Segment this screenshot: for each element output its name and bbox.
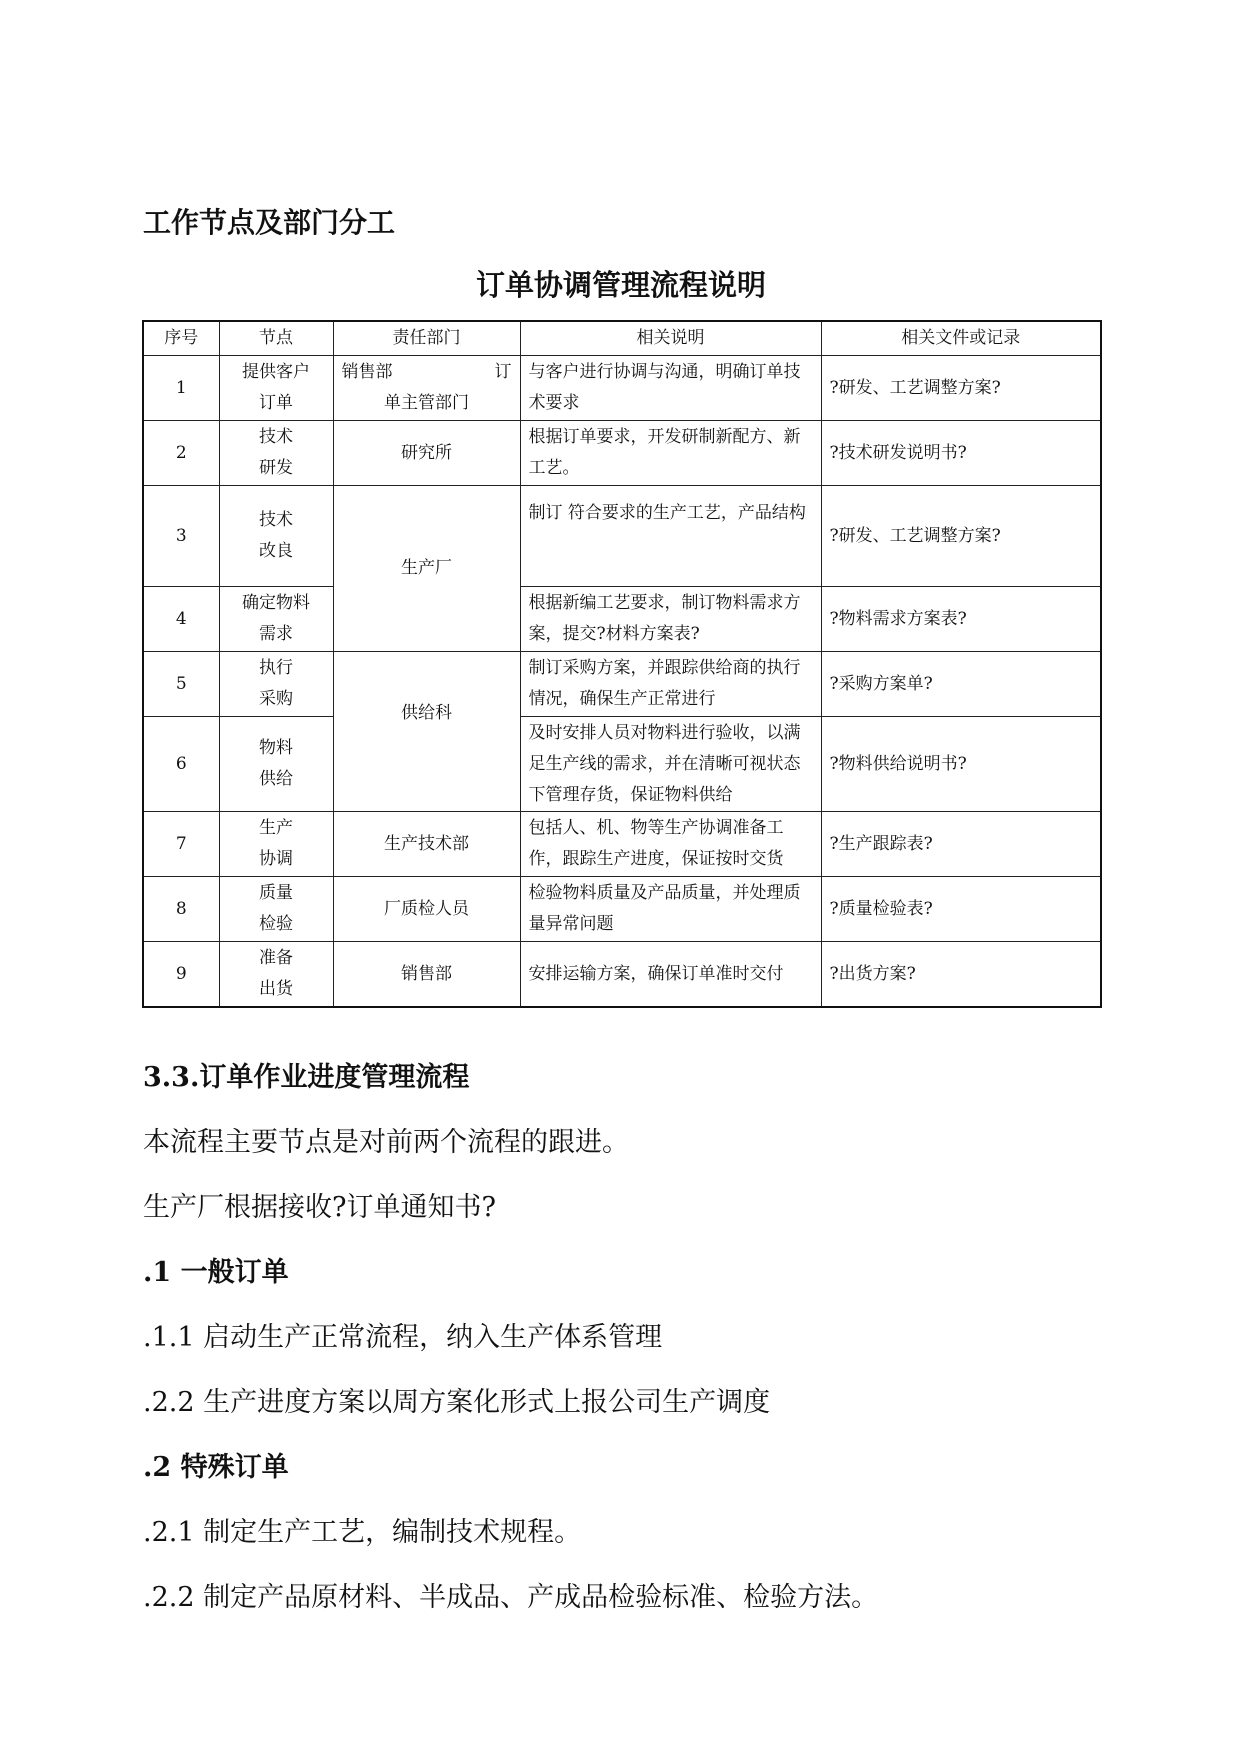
node-cell xyxy=(219,942,333,1008)
row-number: 4 xyxy=(143,587,219,652)
subsection-heading: .1 一般订单 xyxy=(143,1257,289,1288)
row-number: 5 xyxy=(143,652,219,717)
table-row xyxy=(143,877,1101,942)
node-cell xyxy=(219,812,333,877)
list-item: .2.1 制定生产工艺，编制技术规程。 xyxy=(143,1517,582,1548)
desc-cell: 检验物料质量及产品质量，并处理质量异常问题 xyxy=(520,877,821,942)
node-line: 质量 xyxy=(259,883,293,903)
node-line: 准备 xyxy=(259,948,293,968)
node-line: 技术 xyxy=(259,427,293,447)
process-table xyxy=(142,320,1102,1008)
list-item: .1.1 启动生产正常流程，纳入生产体系管理 xyxy=(143,1322,663,1353)
list-item: .2.2 生产进度方案以周方案化形式上报公司生产调度 xyxy=(143,1387,771,1418)
node-line: 提供客户 xyxy=(242,362,310,382)
node-line: 出货 xyxy=(259,979,293,999)
row-number: 8 xyxy=(143,877,219,942)
node-cell xyxy=(219,587,333,652)
dept-cell: 销售部 xyxy=(333,942,520,1008)
node-line: 物料 xyxy=(259,738,293,758)
node-cell xyxy=(219,652,333,717)
node-line: 供给 xyxy=(259,769,293,789)
node-line: 技术 xyxy=(259,510,293,530)
table-row xyxy=(143,717,1101,812)
table-row xyxy=(143,421,1101,486)
dept-line: 销售部 xyxy=(341,362,393,382)
doc-cell: ?物料需求方案表? xyxy=(821,587,1101,652)
desc-cell: 及时安排人员对物料进行验收，以满足生产线的需求，并在清晰可视状态下管理存货，保证物料供给 xyxy=(520,717,821,812)
desc-cell: 根据订单要求，开发研制新配方、新工艺。 xyxy=(520,421,821,486)
dept-cell: 生产技术部 xyxy=(333,812,520,877)
table-header-row xyxy=(143,321,1101,356)
doc-cell: ?物料供给说明书? xyxy=(821,717,1101,812)
node-line: 订单 xyxy=(259,393,293,413)
list-item: .2.2 制定产品原材料、半成品、产成品检验标准、检验方法。 xyxy=(143,1582,879,1613)
header-cell: 序号 xyxy=(143,321,219,356)
header-cell: 节点 xyxy=(219,321,333,356)
node-cell xyxy=(219,877,333,942)
section-title: 工作节点及部门分工 xyxy=(143,206,396,239)
doc-cell: ?生产跟踪表? xyxy=(821,812,1101,877)
dept-line: 单主管部门 xyxy=(384,393,469,413)
table-row xyxy=(143,587,1101,652)
node-line: 协调 xyxy=(259,849,293,869)
table-row xyxy=(143,812,1101,877)
doc-cell: ?出货方案? xyxy=(821,942,1101,1008)
node-line: 改良 xyxy=(259,541,293,561)
desc-cell: 根据新编工艺要求，制订物料需求方案，提交?材料方案表? xyxy=(520,587,821,652)
row-number: 1 xyxy=(143,356,219,421)
subsection-heading: .2 特殊订单 xyxy=(143,1452,289,1483)
dept-cell: 生产厂 xyxy=(333,486,520,652)
table-row xyxy=(143,356,1101,421)
header-cell: 责任部门 xyxy=(333,321,520,356)
node-line: 确定物料 xyxy=(242,593,310,613)
doc-cell: ?质量检验表? xyxy=(821,877,1101,942)
row-number: 7 xyxy=(143,812,219,877)
node-cell xyxy=(219,356,333,421)
paragraph: 本流程主要节点是对前两个流程的跟进。 xyxy=(143,1127,629,1158)
row-number: 9 xyxy=(143,942,219,1008)
doc-cell: ?研发、工艺调整方案? xyxy=(821,486,1101,587)
dept-cell xyxy=(333,356,520,421)
desc-cell: 制订采购方案，并跟踪供给商的执行情况，确保生产正常进行 xyxy=(520,652,821,717)
desc-cell: 制订 符合要求的生产工艺，产品结构 xyxy=(520,486,821,587)
node-line: 检验 xyxy=(259,914,293,934)
node-line: 执行 xyxy=(259,658,293,678)
table-title: 订单协调管理流程说明 xyxy=(475,268,766,302)
node-line: 采购 xyxy=(259,689,293,709)
header-cell: 相关说明 xyxy=(520,321,821,356)
node-cell xyxy=(219,486,333,587)
paragraph: 生产厂根据接收?订单通知书? xyxy=(143,1192,496,1223)
doc-cell: ?研发、工艺调整方案? xyxy=(821,356,1101,421)
node-cell xyxy=(219,717,333,812)
row-number: 3 xyxy=(143,486,219,587)
header-cell: 相关文件或记录 xyxy=(821,321,1101,356)
dept-cell: 供给科 xyxy=(333,652,520,812)
dept-cell: 研究所 xyxy=(333,421,520,486)
node-cell xyxy=(219,421,333,486)
table-row xyxy=(143,652,1101,717)
row-number: 2 xyxy=(143,421,219,486)
section-heading: 3.3.订单作业进度管理流程 xyxy=(143,1062,470,1093)
dept-line: 订 xyxy=(494,362,512,382)
doc-cell: ?技术研发说明书? xyxy=(821,421,1101,486)
table-row xyxy=(143,486,1101,587)
doc-cell: ?采购方案单? xyxy=(821,652,1101,717)
table-row xyxy=(143,942,1101,1008)
desc-cell: 安排运输方案，确保订单准时交付 xyxy=(520,942,821,1008)
node-line: 研发 xyxy=(259,458,293,478)
node-line: 生产 xyxy=(259,818,293,838)
desc-cell: 与客户进行协调与沟通，明确订单技术要求 xyxy=(520,356,821,421)
node-line: 需求 xyxy=(259,624,293,644)
dept-cell: 厂质检人员 xyxy=(333,877,520,942)
desc-cell: 包括人、机、物等生产协调准备工作，跟踪生产进度，保证按时交货 xyxy=(520,812,821,877)
row-number: 6 xyxy=(143,717,219,812)
